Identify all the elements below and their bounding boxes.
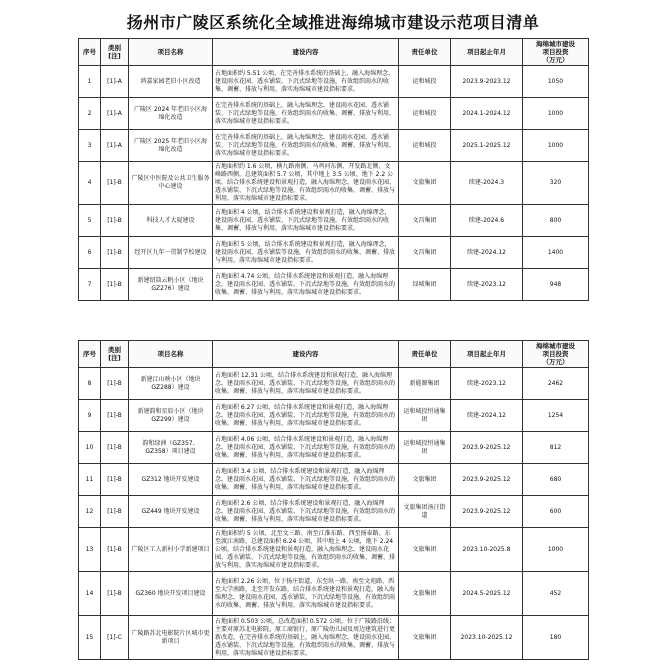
- cell-period: 续建-2023.12: [451, 269, 523, 301]
- cell-content: 在完善排水系统的基础上，融入海绵理念，建设雨水花园、透水铺装、下沉式绿地等设施，有效组织雨水的收集、调蓄、排放与利用，落实海绵城市建设指标要求。: [213, 130, 399, 162]
- cell-period: 2025.1-2025.12: [451, 130, 523, 162]
- cell-seq: 12: [79, 496, 101, 528]
- header-seq: 序号: [79, 341, 101, 368]
- header-investment: [523, 39, 589, 66]
- cell-unit: 绿城集团: [399, 269, 451, 301]
- header-investment-line2: 项目投资: [542, 48, 569, 56]
- cell-seq: 9: [79, 400, 101, 432]
- cell-period: 2023.9-2023.12: [451, 66, 523, 98]
- header-investment-line3: （万元）: [542, 56, 569, 64]
- cell-content: 在完善排水系统的基础上，融入海绵理念，建设雨水花园、透水铺装、下沉式绿地等设施，有效组织雨水的收集、调蓄、排放与利用，落实海绵城市建设指标要求。: [213, 98, 399, 130]
- header-investment-line3: （万元）: [542, 358, 569, 366]
- cell-period: 2023.9-2025.12: [451, 432, 523, 464]
- cell-category: [1]-A: [101, 130, 129, 162]
- cell-seq: 6: [79, 237, 101, 269]
- header-name: 项目名称: [129, 341, 213, 368]
- cell-unit: 文旅集团: [399, 528, 451, 572]
- cell-project-name: 广陵区工人新村小学新建项目: [129, 528, 213, 572]
- cell-investment: 1000: [523, 528, 589, 572]
- cell-period: 2024.5-2025.12: [451, 572, 523, 616]
- header-category-note: [注]: [108, 52, 121, 60]
- cell-project-name: 鸿嘉家园老旧小区改造: [129, 66, 213, 98]
- table-row: [79, 368, 589, 400]
- cell-unit: 运和城投: [399, 66, 451, 98]
- cell-investment: 800: [523, 205, 589, 237]
- cell-content: 占地面积 5 公顷，结合排水系统建设和景观打造，融入海绵理念，建设雨水花园、透水铺装等设施，有效组织雨水的收集、调蓄、排放与利用，落实海绵城市建设指标要求。: [213, 237, 399, 269]
- cell-period: 2023.10-2025.8: [451, 528, 523, 572]
- cell-unit: 文旅集团汤汪街道: [399, 496, 451, 528]
- cell-category: [1]-A: [101, 66, 129, 98]
- cell-period: 续建-2023.12: [451, 368, 523, 400]
- header-period: 项目起止年月: [451, 341, 523, 368]
- cell-investment: 812: [523, 432, 589, 464]
- cell-investment: 1400: [523, 237, 589, 269]
- cell-investment: 600: [523, 496, 589, 528]
- cell-category: [1]-B: [101, 368, 129, 400]
- cell-period: 2023.10-2025.12: [451, 616, 523, 660]
- table-body-2: [79, 368, 589, 660]
- cell-unit: 新能源集团: [399, 368, 451, 400]
- project-table-1: [78, 38, 589, 301]
- header-investment-line1: 海绵城市建设: [536, 40, 575, 48]
- cell-project-name: 韵和绿洲（GZ357、GZ358）项目建设: [129, 432, 213, 464]
- cell-content: 占地面积 2.6 公顷，结合排水系统建设和景观打造，融入海绵理念，建设雨水花园、透水铺装、下沉式绿地等设施，有效组织雨水的收集、调蓄、排放与利用，落实海绵城市建设指标要求。: [213, 496, 399, 528]
- cell-project-name: 经开区九年一贯制学校建设: [129, 237, 213, 269]
- cell-seq: 1: [79, 66, 101, 98]
- cell-content: 占地面积约 1.6 公顷，横九路南侧、马鸡河东侧、开发路北侧、文峰路西侧，总建筑面积 5.7 公顷，其中地上 3.5 公顷、地下 2.2 公顷，结合排水系统建设和景观打造，融入海绵理念，建设雨水花园、透水铺装、下沉式绿地等设施，有效组织雨水的收集、调蓄、排放与利用，落实海绵城市建设指标要求。: [213, 162, 399, 205]
- cell-investment: 1050: [523, 66, 589, 98]
- cell-investment: 680: [523, 464, 589, 496]
- cell-project-name: 新建江山映小区（地块 GZ288）建设: [129, 368, 213, 400]
- cell-unit: 运和城投恒通集团: [399, 432, 451, 464]
- cell-category: [1]-B: [101, 496, 129, 528]
- cell-period: 2024.1-2024.12: [451, 98, 523, 130]
- cell-category: [1]-B: [101, 237, 129, 269]
- header-investment: [523, 341, 589, 368]
- cell-content: 占地面积 12.31 公顷，结合排水系统建设和景观打造，融入海绵理念，建设雨水花园、透水铺装、下沉式绿地等设施，有效组织雨水的收集、调蓄、排放与利用，落实海绵城市建设指标要求。: [213, 368, 399, 400]
- cell-project-name: 科技人才大厦建设: [129, 205, 213, 237]
- cell-period: 续建-2024.6: [451, 205, 523, 237]
- cell-project-name: 新建韵和星辰小区（地块 GZ299）建设: [129, 400, 213, 432]
- project-table-2: [78, 340, 589, 660]
- cell-period: 续建-2024.12: [451, 400, 523, 432]
- cell-project-name: 广陵路苏北电影院片区城市更新项目: [129, 616, 213, 660]
- table-row: [79, 130, 589, 162]
- cell-period: 2023.9-2025.12: [451, 464, 523, 496]
- header-content: 建设内容: [213, 341, 399, 368]
- cell-category: [1]-B: [101, 464, 129, 496]
- table-row: [79, 237, 589, 269]
- cell-project-name: GZ312 地块开发建设: [129, 464, 213, 496]
- table-row: [79, 496, 589, 528]
- cell-content: 占地面积约 5.51 公顷，在完善排水系统的基础上，融入海绵理念，建设雨水花园、透水铺装、下沉式绿地等设施，有效组织雨水的收集、调蓄、排放与利用，落实海绵城市建设指标要求。: [213, 66, 399, 98]
- table-row: [79, 98, 589, 130]
- table-row: [79, 572, 589, 616]
- cell-category: [1]-B: [101, 528, 129, 572]
- header-category-label: 类别: [108, 346, 121, 354]
- cell-seq: 2: [79, 98, 101, 130]
- table-row: [79, 464, 589, 496]
- cell-investment: 180: [523, 616, 589, 660]
- cell-seq: 14: [79, 572, 101, 616]
- cell-seq: 4: [79, 162, 101, 205]
- header-category: [101, 39, 129, 66]
- table-header-row: [79, 341, 589, 368]
- cell-content: 占地面积 2.26 公顷，位于扬庄街道，东至纵一路，南至文苑路，西至大学南路，北至开发东路，结合排水系统建设和景观打造，融入海绵理念，建设雨水花园、透水铺装、下沉式绿地等设施，有效组织雨水的收集、调蓄、排放与利用，落实海绵城市建设指标要求。: [213, 572, 399, 616]
- cell-unit: 运和城投: [399, 98, 451, 130]
- cell-project-name: 广陵区中医院及公共卫生服务中心建设: [129, 162, 213, 205]
- cell-project-name: GZ449 地块开发建设: [129, 496, 213, 528]
- cell-seq: 7: [79, 269, 101, 301]
- table-row: [79, 269, 589, 301]
- cell-seq: 11: [79, 464, 101, 496]
- header-category-note: [注]: [108, 354, 121, 362]
- table-row: [79, 432, 589, 464]
- cell-investment: 2462: [523, 368, 589, 400]
- cell-investment: 1000: [523, 98, 589, 130]
- cell-project-name: 新建绍筒云帆小区（地块 GZ276）建设: [129, 269, 213, 301]
- header-content: 建设内容: [213, 39, 399, 66]
- table-row: [79, 616, 589, 660]
- cell-project-name: 广陵区 2024 年老旧小区海绵化改造: [129, 98, 213, 130]
- cell-unit: 文旅集团: [399, 162, 451, 205]
- cell-unit: 运和城投恒通集团: [399, 400, 451, 432]
- header-unit: 责任单位: [399, 341, 451, 368]
- cell-unit: 文昌集团: [399, 205, 451, 237]
- header-investment-line2: 项目投资: [542, 350, 569, 358]
- cell-content: 占地面积 6.27 公顷，结合排水系统建设和景观打造，融入海绵理念，建设雨水花园、透水铺装、下沉式绿地等设施，有效组织雨水的收集、调蓄、排放与利用，落实海绵城市建设指标要求。: [213, 400, 399, 432]
- document-title: 扬州市广陵区系统化全域推进海绵城市建设示范项目清单: [126, 13, 540, 32]
- cell-period: 续建-2024.3: [451, 162, 523, 205]
- cell-category: [1]-B: [101, 162, 129, 205]
- cell-category: [1]-A: [101, 98, 129, 130]
- table-row: [79, 528, 589, 572]
- header-seq: 序号: [79, 39, 101, 66]
- cell-content: 占地面积 4 公顷，结合排水系统建设和景观打造，融入海绵理念，建设雨水花园、透水铺装、下沉式绿地等设施，有效组织雨水的收集、调蓄、排放与利用，落实海绵城市建设指标要求。: [213, 205, 399, 237]
- header-investment-line1: 海绵城市建设: [536, 342, 575, 350]
- table-row: [79, 205, 589, 237]
- cell-content: 占地面积约 5 公顷，北至文三路、南至江淮东路、西至扬泰路、东至渡江南路，总建设面积 6.24 公顷，其中地上 4 公顷，地下 2.24 公顷，结合排水系统建设和景观打造，融入海绵理念，建设雨水花园、透水铺装、下沉式绿地等设施，有效组织雨水的收集、调蓄、排放与利用，落实海绵城市建设指标要求。: [213, 528, 399, 572]
- table-row: [79, 66, 589, 98]
- cell-investment: 1254: [523, 400, 589, 432]
- cell-investment: 1000: [523, 130, 589, 162]
- header-name: 项目名称: [129, 39, 213, 66]
- cell-investment: 320: [523, 162, 589, 205]
- cell-seq: 10: [79, 432, 101, 464]
- cell-category: [1]-B: [101, 269, 129, 301]
- cell-category: [1]-C: [101, 616, 129, 660]
- cell-period: 2023.9-2025.12: [451, 496, 523, 528]
- cell-seq: 8: [79, 368, 101, 400]
- table-header-row: [79, 39, 589, 66]
- cell-unit: 运和城投: [399, 130, 451, 162]
- cell-seq: 15: [79, 616, 101, 660]
- cell-category: [1]-B: [101, 400, 129, 432]
- header-period: 项目起止年月: [451, 39, 523, 66]
- cell-project-name: 广陵区 2025 年老旧小区海绵化改造: [129, 130, 213, 162]
- cell-content: 占地面积 0.503 公顷，总改造面积 0.572 公顷，位于广陵路沿线；主要对原苏北电影院、原工商银行、原广陵幼儿园及周边建筑进行更新改造，在完善排水系统的基础上，融入海绵理念，建设雨水花园、透水铺装、下沉式绿地等设施，有效组织雨水的收集、调蓄、排放与利用，落实海绵城市建设指标要求。: [213, 616, 399, 660]
- header-category: [101, 341, 129, 368]
- cell-investment: 452: [523, 572, 589, 616]
- cell-content: 占地面积 3.4 公顷，结合排水系统建设和景观打造，融入海绵理念，建设雨水花园、透水铺装、下沉式绿地等设施，有效组织雨水的收集、调蓄、排放与利用，落实海绵城市建设指标要求。: [213, 464, 399, 496]
- cell-unit: 文昌集团: [399, 237, 451, 269]
- table-row: [79, 162, 589, 205]
- table-body-1: [79, 66, 589, 301]
- cell-unit: 文旅集团: [399, 572, 451, 616]
- cell-investment: 948: [523, 269, 589, 301]
- cell-seq: 3: [79, 130, 101, 162]
- header-category-label: 类别: [108, 44, 121, 52]
- cell-content: 占地面积 4.74 公顷，结合排水系统建设和景观打造，融入海绵理念，建设雨水花园、透水铺装、下沉式绿地等设施，有效组织雨水的收集、调蓄、排放与利用，落实海绵城市建设指标要求。: [213, 269, 399, 301]
- cell-category: [1]-B: [101, 572, 129, 616]
- cell-unit: 文旅集团: [399, 464, 451, 496]
- cell-project-name: GZ360 地块开发项目建设: [129, 572, 213, 616]
- cell-content: 占地面积 4.06 公顷，结合排水系统建设和景观打造，融入海绵理念，建设雨水花园、透水铺装、下沉式绿地等设施，有效组织雨水的收集、调蓄、排放与利用，落实海绵城市建设指标要求。: [213, 432, 399, 464]
- cell-seq: 5: [79, 205, 101, 237]
- cell-seq: 13: [79, 528, 101, 572]
- cell-category: [1]-B: [101, 205, 129, 237]
- cell-period: 续建-2024.12: [451, 237, 523, 269]
- table-row: [79, 400, 589, 432]
- header-unit: 责任单位: [399, 39, 451, 66]
- cell-category: [1]-B: [101, 432, 129, 464]
- cell-unit: 文旅集团: [399, 616, 451, 660]
